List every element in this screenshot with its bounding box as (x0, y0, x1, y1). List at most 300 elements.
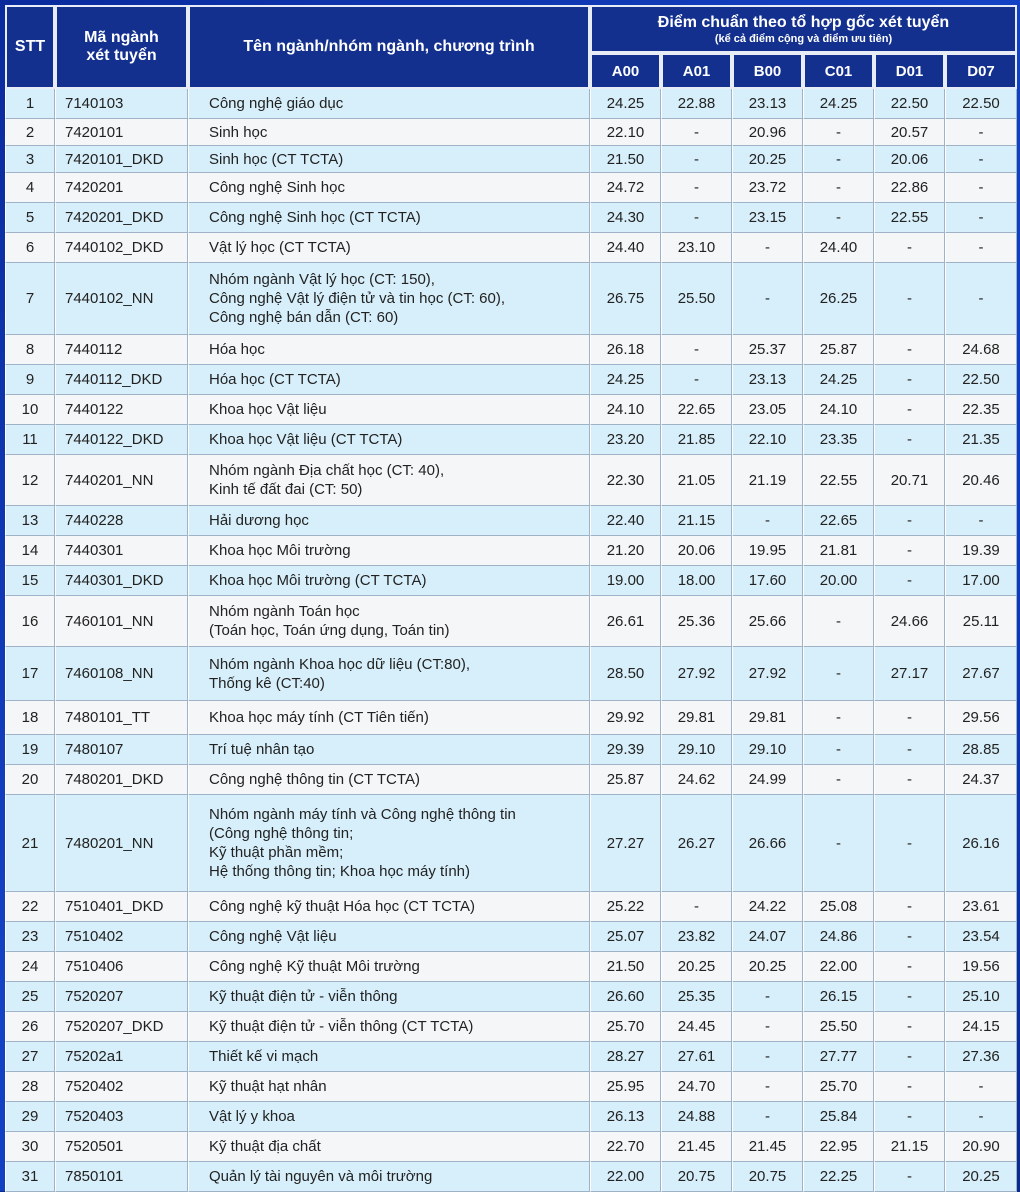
score-d07: 27.67 (945, 647, 1017, 701)
row-code: 7850101 (55, 1162, 188, 1192)
table-row (5, 455, 1017, 506)
program-name-line: Kinh tế đất đai (CT: 50) (209, 481, 363, 498)
score-a00: 24.30 (590, 203, 661, 233)
score-d07: 17.00 (945, 566, 1017, 596)
score-c01: 22.00 (803, 952, 874, 982)
score-d07: - (945, 173, 1017, 203)
score-d01: - (874, 922, 945, 952)
score-d01: 24.66 (874, 596, 945, 647)
score-c01: 25.70 (803, 1072, 874, 1102)
program-name-line: Khoa học Vật liệu (209, 401, 327, 418)
header-name: Tên ngành/nhóm ngành, chương trình (188, 5, 590, 89)
score-d01: - (874, 952, 945, 982)
program-name-line: Thống kê (CT:40) (209, 674, 325, 692)
row-code: 7480107 (55, 735, 188, 765)
score-d07: 20.25 (945, 1162, 1017, 1192)
score-d07: - (945, 506, 1017, 536)
row-code: 7140103 (55, 89, 188, 119)
row-stt: 18 (5, 701, 55, 735)
row-stt: 25 (5, 982, 55, 1012)
score-a01: - (661, 146, 732, 173)
score-d07: 22.50 (945, 89, 1017, 119)
row-program-name (188, 173, 590, 203)
score-a01: 18.00 (661, 566, 732, 596)
score-d01: - (874, 365, 945, 395)
score-d07: 22.50 (945, 365, 1017, 395)
table-row (5, 335, 1017, 365)
row-stt: 2 (5, 119, 55, 146)
table-row (5, 263, 1017, 335)
score-d07: 26.16 (945, 795, 1017, 892)
score-d01: - (874, 1072, 945, 1102)
table-row (5, 1102, 1017, 1132)
score-d01: - (874, 395, 945, 425)
score-a01: 23.82 (661, 922, 732, 952)
score-a00: 29.92 (590, 701, 661, 735)
score-a00: 26.75 (590, 263, 661, 335)
row-program-name (188, 1072, 590, 1102)
row-program-name (188, 892, 590, 922)
score-d07: 25.11 (945, 596, 1017, 647)
score-a00: 25.07 (590, 922, 661, 952)
table-row (5, 173, 1017, 203)
score-d07: 28.85 (945, 735, 1017, 765)
score-a00: 23.20 (590, 425, 661, 455)
table-row (5, 1072, 1017, 1102)
score-a00: 25.87 (590, 765, 661, 795)
score-d07: 22.35 (945, 395, 1017, 425)
row-program-name (188, 1042, 590, 1072)
score-a01: 21.85 (661, 425, 732, 455)
score-c01: 22.95 (803, 1132, 874, 1162)
table-row (5, 922, 1017, 952)
score-d01: - (874, 425, 945, 455)
score-c01: - (803, 146, 874, 173)
row-stt: 24 (5, 952, 55, 982)
row-program-name (188, 506, 590, 536)
program-name-line: Hệ thống thông tin; Khoa học máy tính) (209, 863, 470, 880)
table-row (5, 89, 1017, 119)
row-code: 7420101_DKD (55, 146, 188, 173)
score-d01: - (874, 1042, 945, 1072)
program-name-line: Công nghệ bán dẫn (CT: 60) (209, 309, 399, 326)
table-row (5, 735, 1017, 765)
row-stt: 23 (5, 922, 55, 952)
row-program-name (188, 765, 590, 795)
row-program-name (188, 922, 590, 952)
score-d07: - (945, 119, 1017, 146)
score-a00: 21.20 (590, 536, 661, 566)
program-name-line: Sinh học (CT TCTA) (209, 150, 344, 168)
score-a00: 21.50 (590, 952, 661, 982)
row-code: 7440201_NN (55, 455, 188, 506)
row-program-name (188, 203, 590, 233)
score-b00: - (732, 233, 803, 263)
row-code: 7440301_DKD (55, 566, 188, 596)
score-b00: 23.15 (732, 203, 803, 233)
table-row (5, 892, 1017, 922)
program-name-line: Khoa học Môi trường (209, 542, 351, 559)
row-program-name (188, 701, 590, 735)
score-c01: 24.86 (803, 922, 874, 952)
score-d07: 23.61 (945, 892, 1017, 922)
score-c01: - (803, 203, 874, 233)
program-name-line: Nhóm ngành Địa chất học (CT: 40), (209, 462, 445, 479)
score-d01: - (874, 735, 945, 765)
score-c01: 24.40 (803, 233, 874, 263)
row-stt: 20 (5, 765, 55, 795)
score-a00: 26.18 (590, 335, 661, 365)
score-d01: - (874, 506, 945, 536)
table-body (5, 89, 1017, 1192)
table-row (5, 982, 1017, 1012)
program-name-line: Trí tuệ nhân tạo (209, 741, 315, 758)
header-col-a01: A01 (661, 53, 732, 89)
table-row (5, 506, 1017, 536)
score-c01: - (803, 119, 874, 146)
row-stt: 14 (5, 536, 55, 566)
row-program-name (188, 365, 590, 395)
score-c01: 22.25 (803, 1162, 874, 1192)
program-name-line: Khoa học Môi trường (CT TCTA) (209, 572, 427, 589)
header-col-d07: D07 (945, 53, 1017, 89)
score-a01: 27.61 (661, 1042, 732, 1072)
program-name-line: Quản lý tài nguyên và môi trường (209, 1168, 433, 1185)
score-c01: - (803, 596, 874, 647)
score-d01: - (874, 982, 945, 1012)
score-b00: - (732, 263, 803, 335)
row-code: 7510406 (55, 952, 188, 982)
score-a00: 24.10 (590, 395, 661, 425)
score-a00: 27.27 (590, 795, 661, 892)
table-row (5, 1162, 1017, 1192)
row-stt: 12 (5, 455, 55, 506)
row-program-name (188, 735, 590, 765)
program-name-line: Kỹ thuật điện tử - viễn thông (CT TCTA) (209, 1018, 474, 1035)
score-b00: 20.75 (732, 1162, 803, 1192)
score-d07: - (945, 233, 1017, 263)
row-stt: 5 (5, 203, 55, 233)
program-name-line: Hải dương học (209, 512, 309, 529)
row-stt: 29 (5, 1102, 55, 1132)
score-a01: - (661, 892, 732, 922)
score-c01: 24.25 (803, 89, 874, 119)
score-a01: - (661, 119, 732, 146)
table-row (5, 146, 1017, 173)
score-a01: 29.81 (661, 701, 732, 735)
row-code: 7440102_NN (55, 263, 188, 335)
score-a01: - (661, 173, 732, 203)
row-stt: 27 (5, 1042, 55, 1072)
row-code: 7420201 (55, 173, 188, 203)
program-name-line: Khoa học máy tính (CT Tiên tiến) (209, 709, 429, 726)
program-name-line: Công nghệ Kỹ thuật Môi trường (209, 958, 420, 975)
score-d07: 24.37 (945, 765, 1017, 795)
program-name-line: Kỹ thuật phần mềm; (209, 844, 344, 861)
score-b00: 23.13 (732, 89, 803, 119)
score-a01: 22.88 (661, 89, 732, 119)
row-program-name (188, 795, 590, 892)
score-a01: 23.10 (661, 233, 732, 263)
score-a01: 22.65 (661, 395, 732, 425)
score-c01: 25.08 (803, 892, 874, 922)
score-d01: 20.57 (874, 119, 945, 146)
score-c01: 23.35 (803, 425, 874, 455)
score-a00: 24.25 (590, 89, 661, 119)
score-c01: - (803, 735, 874, 765)
row-program-name (188, 119, 590, 146)
score-d07: - (945, 146, 1017, 173)
score-a01: 25.35 (661, 982, 732, 1012)
program-name-line: Kỹ thuật hạt nhân (209, 1078, 327, 1095)
program-name-line: Công nghệ giáo dục (209, 95, 344, 112)
row-code: 7480201_NN (55, 795, 188, 892)
header-code-line1: Mã ngành (84, 29, 159, 46)
score-a00: 25.70 (590, 1012, 661, 1042)
table-row (5, 566, 1017, 596)
row-program-name (188, 233, 590, 263)
row-stt: 10 (5, 395, 55, 425)
program-name-line: Nhóm ngành Vật lý học (CT: 150), (209, 271, 435, 288)
row-program-name (188, 596, 590, 647)
table-row (5, 647, 1017, 701)
score-d01: - (874, 1012, 945, 1042)
row-program-name (188, 647, 590, 701)
score-a01: - (661, 335, 732, 365)
row-program-name (188, 566, 590, 596)
score-a00: 29.39 (590, 735, 661, 765)
score-b00: 23.72 (732, 173, 803, 203)
score-d01: 22.86 (874, 173, 945, 203)
score-c01: 24.10 (803, 395, 874, 425)
score-b00: 29.10 (732, 735, 803, 765)
score-d01: 22.55 (874, 203, 945, 233)
row-code: 7460101_NN (55, 596, 188, 647)
program-name-line: (Công nghệ thông tin; (209, 825, 354, 842)
row-code: 7520403 (55, 1102, 188, 1132)
score-a00: 25.22 (590, 892, 661, 922)
score-b00: 21.45 (732, 1132, 803, 1162)
score-d07: - (945, 203, 1017, 233)
score-b00: 24.07 (732, 922, 803, 952)
score-d01: - (874, 795, 945, 892)
score-a01: 21.15 (661, 506, 732, 536)
score-d01: - (874, 892, 945, 922)
score-a00: 19.00 (590, 566, 661, 596)
row-code: 7440112_DKD (55, 365, 188, 395)
score-a00: 22.70 (590, 1132, 661, 1162)
score-d01: - (874, 701, 945, 735)
score-a01: 29.10 (661, 735, 732, 765)
table-row (5, 1012, 1017, 1042)
score-a00: 24.40 (590, 233, 661, 263)
score-b00: 29.81 (732, 701, 803, 735)
score-a00: 21.50 (590, 146, 661, 173)
table-row (5, 536, 1017, 566)
row-stt: 16 (5, 596, 55, 647)
row-code: 7510402 (55, 922, 188, 952)
header-col-d01: D01 (874, 53, 945, 89)
row-stt: 1 (5, 89, 55, 119)
score-d01: - (874, 566, 945, 596)
score-a00: 28.27 (590, 1042, 661, 1072)
program-name-line: Kỹ thuật điện tử - viễn thông (209, 988, 398, 1005)
table-row (5, 765, 1017, 795)
score-d07: 20.46 (945, 455, 1017, 506)
program-name-line: Thiết kế vi mạch (209, 1048, 319, 1065)
score-a01: 27.92 (661, 647, 732, 701)
score-d01: - (874, 1162, 945, 1192)
score-a00: 24.72 (590, 173, 661, 203)
row-stt: 3 (5, 146, 55, 173)
program-name-line: Vật lý học (CT TCTA) (209, 239, 351, 256)
row-code: 7440112 (55, 335, 188, 365)
row-code: 7420101 (55, 119, 188, 146)
score-b00: - (732, 1102, 803, 1132)
row-program-name (188, 982, 590, 1012)
score-d01: - (874, 1102, 945, 1132)
score-d01: 20.71 (874, 455, 945, 506)
score-d01: - (874, 765, 945, 795)
row-stt: 22 (5, 892, 55, 922)
score-d01: - (874, 233, 945, 263)
score-d01: - (874, 263, 945, 335)
program-name-line: Nhóm ngành Toán học (209, 603, 360, 620)
program-name-line: Sinh học (209, 123, 268, 141)
row-code: 75202a1 (55, 1042, 188, 1072)
score-a01: 20.06 (661, 536, 732, 566)
score-c01: 20.00 (803, 566, 874, 596)
score-c01: - (803, 701, 874, 735)
score-d01: 20.06 (874, 146, 945, 173)
row-stt: 17 (5, 647, 55, 701)
header-col-a00: A00 (590, 53, 661, 89)
score-d07: 25.10 (945, 982, 1017, 1012)
score-a00: 25.95 (590, 1072, 661, 1102)
header-group-title: Điểm chuẩn theo tổ hợp gốc xét tuyển (657, 13, 950, 31)
table-row (5, 952, 1017, 982)
row-code: 7520402 (55, 1072, 188, 1102)
header-col-b00: B00 (732, 53, 803, 89)
table-header (5, 5, 1017, 89)
score-d07: - (945, 1072, 1017, 1102)
table-row (5, 233, 1017, 263)
program-name-line: (Toán học, Toán ứng dụng, Toán tin) (209, 622, 450, 639)
row-stt: 6 (5, 233, 55, 263)
score-c01: 22.65 (803, 506, 874, 536)
row-program-name (188, 952, 590, 982)
table-row (5, 365, 1017, 395)
row-stt: 26 (5, 1012, 55, 1042)
score-c01: 27.77 (803, 1042, 874, 1072)
row-stt: 13 (5, 506, 55, 536)
row-stt: 30 (5, 1132, 55, 1162)
row-program-name (188, 89, 590, 119)
score-a00: 22.40 (590, 506, 661, 536)
score-a01: 20.25 (661, 952, 732, 982)
row-stt: 15 (5, 566, 55, 596)
score-b00: 20.96 (732, 119, 803, 146)
row-stt: 28 (5, 1072, 55, 1102)
score-a00: 22.30 (590, 455, 661, 506)
score-a00: 22.10 (590, 119, 661, 146)
score-a01: 24.88 (661, 1102, 732, 1132)
program-name-line: Công nghệ Sinh học (CT TCTA) (209, 209, 421, 226)
program-name-line: Công nghệ thông tin (CT TCTA) (209, 771, 420, 788)
score-c01: 25.84 (803, 1102, 874, 1132)
score-a00: 24.25 (590, 365, 661, 395)
row-program-name (188, 1162, 590, 1192)
score-c01: 22.55 (803, 455, 874, 506)
header-col-c01: C01 (803, 53, 874, 89)
table-row (5, 119, 1017, 146)
row-code: 7440102_DKD (55, 233, 188, 263)
score-b00: - (732, 1042, 803, 1072)
program-name-line: Hóa học (CT TCTA) (209, 371, 341, 388)
score-c01: 24.25 (803, 365, 874, 395)
score-d07: 23.54 (945, 922, 1017, 952)
row-stt: 31 (5, 1162, 55, 1192)
table-row (5, 701, 1017, 735)
score-b00: 19.95 (732, 536, 803, 566)
table-row (5, 203, 1017, 233)
program-name-line: Hóa học (209, 341, 265, 358)
score-b00: 26.66 (732, 795, 803, 892)
program-name-line: Kỹ thuật địa chất (209, 1138, 321, 1155)
score-d07: - (945, 1102, 1017, 1132)
score-d07: 29.56 (945, 701, 1017, 735)
row-stt: 19 (5, 735, 55, 765)
row-program-name (188, 536, 590, 566)
header-code-line2: xét tuyển (86, 47, 157, 64)
score-d01: - (874, 536, 945, 566)
row-program-name (188, 263, 590, 335)
row-code: 7420201_DKD (55, 203, 188, 233)
score-a01: 21.45 (661, 1132, 732, 1162)
row-code: 7520207_DKD (55, 1012, 188, 1042)
score-a01: 20.75 (661, 1162, 732, 1192)
program-name-line: Khoa học Vật liệu (CT TCTA) (209, 431, 403, 448)
score-d07: 21.35 (945, 425, 1017, 455)
score-c01: 21.81 (803, 536, 874, 566)
row-stt: 21 (5, 795, 55, 892)
row-program-name (188, 395, 590, 425)
program-name-line: Công nghệ Sinh học (209, 179, 345, 196)
row-program-name (188, 1102, 590, 1132)
score-c01: 26.25 (803, 263, 874, 335)
row-stt: 11 (5, 425, 55, 455)
header-stt: STT (5, 5, 55, 89)
score-b00: 20.25 (732, 146, 803, 173)
score-b00: 27.92 (732, 647, 803, 701)
score-c01: - (803, 647, 874, 701)
table-row (5, 795, 1017, 892)
row-stt: 7 (5, 263, 55, 335)
program-name-line: Công nghệ Vật liệu (209, 928, 337, 945)
score-a00: 26.60 (590, 982, 661, 1012)
row-code: 7480101_TT (55, 701, 188, 735)
score-d07: 27.36 (945, 1042, 1017, 1072)
program-name-line: Công nghệ kỹ thuật Hóa học (CT TCTA) (209, 898, 475, 915)
score-b00: 17.60 (732, 566, 803, 596)
row-program-name (188, 146, 590, 173)
score-b00: - (732, 982, 803, 1012)
score-c01: 25.50 (803, 1012, 874, 1042)
table-row (5, 596, 1017, 647)
score-c01: - (803, 765, 874, 795)
table-row (5, 395, 1017, 425)
table-row (5, 425, 1017, 455)
